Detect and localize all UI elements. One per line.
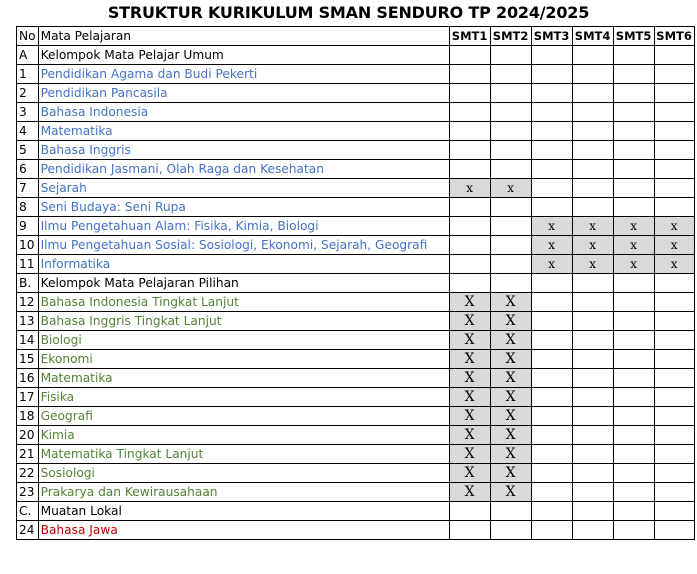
semester-mark: X [449,350,490,369]
semester-mark [531,369,572,388]
semester-mark [531,388,572,407]
semester-mark: X [490,312,531,331]
semester-mark [572,160,613,179]
row-no: C. [17,502,39,521]
row-no: 4 [17,122,39,141]
subject-name: Pendidikan Agama dan Budi Pekerti [38,65,449,84]
subject-name: Kelompok Mata Pelajaran Pilihan [38,274,449,293]
semester-mark: x [613,255,654,274]
semester-mark [654,179,694,198]
semester-mark [613,388,654,407]
semester-mark [531,426,572,445]
row-no: 15 [17,350,39,369]
header-row [17,27,695,46]
row-no: A [17,46,39,65]
row-no: 10 [17,236,39,255]
table-row [17,274,695,293]
semester-mark: x [531,255,572,274]
table-row [17,84,695,103]
semester-mark [490,217,531,236]
semester-mark [531,407,572,426]
row-no: 13 [17,312,39,331]
semester-mark [654,350,694,369]
row-no: 5 [17,141,39,160]
semester-mark [613,369,654,388]
subject-name: Ilmu Pengetahuan Sosial: Sosiologi, Ekonomi, Sejarah, Geografi [38,236,449,255]
semester-mark: X [449,312,490,331]
semester-mark [490,160,531,179]
table-row [17,426,695,445]
semester-mark [613,84,654,103]
semester-mark: X [449,369,490,388]
semester-mark [654,198,694,217]
table-row [17,502,695,521]
semester-mark [531,502,572,521]
semester-mark: x [531,236,572,255]
subject-name: Bahasa Indonesia Tingkat Lanjut [38,293,449,312]
semester-mark [613,141,654,160]
semester-mark: X [490,369,531,388]
semester-mark [572,122,613,141]
semester-mark [531,84,572,103]
page-title: STRUKTUR KURIKULUM SMAN SENDURO TP 2024/2025 [107,3,590,22]
header-smt5: SMT5 [613,27,654,46]
semester-mark [572,407,613,426]
semester-mark: x [654,217,694,236]
semester-mark [490,65,531,84]
semester-mark [654,103,694,122]
subject-name: Ekonomi [38,350,449,369]
semester-mark: X [490,350,531,369]
semester-mark [449,141,490,160]
semester-mark [531,464,572,483]
semester-mark [572,426,613,445]
semester-mark [449,236,490,255]
semester-mark [490,122,531,141]
semester-mark [613,464,654,483]
row-no: 3 [17,103,39,122]
semester-mark: X [490,388,531,407]
semester-mark [654,331,694,350]
semester-mark [449,84,490,103]
row-no: 12 [17,293,39,312]
table-row [17,236,695,255]
row-no: 7 [17,179,39,198]
table-row [17,407,695,426]
semester-mark [613,293,654,312]
semester-mark [449,160,490,179]
semester-mark: x [490,179,531,198]
table-row [17,179,695,198]
semester-mark [572,483,613,502]
subject-name: Seni Budaya: Seni Rupa [38,198,449,217]
table-row [17,521,695,540]
subject-name: Kimia [38,426,449,445]
semester-mark [572,46,613,65]
semester-mark [490,274,531,293]
semester-mark [531,483,572,502]
semester-mark [654,312,694,331]
header-smt6: SMT6 [654,27,694,46]
semester-mark: X [490,445,531,464]
subject-name: Matematika Tingkat Lanjut [38,445,449,464]
semester-mark: X [490,426,531,445]
header-smt2: SMT2 [490,27,531,46]
semester-mark [654,369,694,388]
semester-mark [572,84,613,103]
semester-mark: x [572,217,613,236]
row-no: 20 [17,426,39,445]
semester-mark [613,445,654,464]
row-no: 21 [17,445,39,464]
subject-name: Informatika [38,255,449,274]
semester-mark [572,464,613,483]
semester-mark [654,46,694,65]
semester-mark [490,502,531,521]
subject-name: Geografi [38,407,449,426]
semester-mark: X [449,407,490,426]
semester-mark [654,388,694,407]
semester-mark [613,179,654,198]
semester-mark: X [490,483,531,502]
semester-mark [449,217,490,236]
header-smt1: SMT1 [449,27,490,46]
semester-mark [613,350,654,369]
semester-mark: X [490,407,531,426]
semester-mark [490,103,531,122]
table-row [17,198,695,217]
semester-mark: X [449,483,490,502]
semester-mark [449,502,490,521]
table-row [17,388,695,407]
semester-mark: X [490,293,531,312]
subject-name: Matematika [38,122,449,141]
table-row [17,293,695,312]
row-no: 17 [17,388,39,407]
row-no: 14 [17,331,39,350]
header-smt3: SMT3 [531,27,572,46]
semester-mark [654,521,694,540]
semester-mark: x [613,236,654,255]
subject-name: Pendidikan Pancasila [38,84,449,103]
semester-mark [654,84,694,103]
semester-mark [449,274,490,293]
row-no: 22 [17,464,39,483]
header-smt4: SMT4 [572,27,613,46]
table-row [17,350,695,369]
semester-mark [449,65,490,84]
table-row [17,65,695,84]
semester-mark [613,160,654,179]
semester-mark [531,274,572,293]
semester-mark [572,502,613,521]
subject-name: Prakarya dan Kewirausahaan [38,483,449,502]
semester-mark [531,65,572,84]
semester-mark [531,445,572,464]
semester-mark [613,426,654,445]
subject-name: Bahasa Jawa [38,521,449,540]
semester-mark [613,502,654,521]
row-no: 9 [17,217,39,236]
semester-mark [490,521,531,540]
curriculum-table [16,26,695,540]
semester-mark [572,521,613,540]
semester-mark: X [449,464,490,483]
semester-mark [490,255,531,274]
table-row [17,312,695,331]
semester-mark [613,521,654,540]
semester-mark: X [449,388,490,407]
subject-name: Bahasa Indonesia [38,103,449,122]
table-row [17,483,695,502]
table-row [17,331,695,350]
semester-mark [572,141,613,160]
table-row [17,122,695,141]
semester-mark [572,293,613,312]
semester-mark [654,274,694,293]
semester-mark [613,274,654,293]
semester-mark [613,103,654,122]
semester-mark [449,255,490,274]
row-no: 2 [17,84,39,103]
semester-mark [654,426,694,445]
table-row [17,46,695,65]
table-row [17,217,695,236]
semester-mark [613,407,654,426]
row-no: 8 [17,198,39,217]
subject-name: Sosiologi [38,464,449,483]
semester-mark [654,445,694,464]
row-no: 6 [17,160,39,179]
semester-mark [613,46,654,65]
semester-mark: x [654,255,694,274]
semester-mark [531,122,572,141]
semester-mark [531,103,572,122]
semester-mark [613,198,654,217]
semester-mark [654,293,694,312]
semester-mark [490,84,531,103]
semester-mark: x [572,255,613,274]
table-row [17,369,695,388]
row-no: 18 [17,407,39,426]
semester-mark [654,502,694,521]
semester-mark: x [613,217,654,236]
semester-mark [531,179,572,198]
semester-mark [572,274,613,293]
semester-mark [654,65,694,84]
semester-mark [531,198,572,217]
table-row [17,464,695,483]
table-row [17,160,695,179]
subject-name: Bahasa Inggris Tingkat Lanjut [38,312,449,331]
semester-mark [613,122,654,141]
semester-mark [654,160,694,179]
semester-mark [613,312,654,331]
semester-mark [654,141,694,160]
subject-name: Biologi [38,331,449,350]
semester-mark [613,483,654,502]
semester-mark [449,521,490,540]
semester-mark [490,198,531,217]
semester-mark [531,521,572,540]
semester-mark [572,445,613,464]
table-row [17,103,695,122]
semester-mark: X [490,464,531,483]
semester-mark: X [490,331,531,350]
subject-name: Pendidikan Jasmani, Olah Raga dan Kesehatan [38,160,449,179]
subject-name: Kelompok Mata Pelajar Umum [38,46,449,65]
semester-mark [449,103,490,122]
subject-name: Matematika [38,369,449,388]
semester-mark [572,388,613,407]
subject-name: Fisika [38,388,449,407]
semester-mark [531,160,572,179]
semester-mark [531,141,572,160]
semester-mark [654,407,694,426]
semester-mark [572,350,613,369]
semester-mark [572,369,613,388]
semester-mark: X [449,293,490,312]
header-no: No [17,27,39,46]
semester-mark [531,350,572,369]
semester-mark [531,46,572,65]
semester-mark [449,122,490,141]
row-no: 23 [17,483,39,502]
semester-mark [449,198,490,217]
semester-mark [572,103,613,122]
semester-mark [654,464,694,483]
table-row [17,141,695,160]
subject-name: Muatan Lokal [38,502,449,521]
semester-mark [531,331,572,350]
semester-mark [572,312,613,331]
subject-name: Bahasa Inggris [38,141,449,160]
semester-mark [490,46,531,65]
row-no: B. [17,274,39,293]
semester-mark: X [449,331,490,350]
semester-mark: x [531,217,572,236]
semester-mark [613,331,654,350]
semester-mark: x [572,236,613,255]
semester-mark [654,483,694,502]
table-row [17,445,695,464]
semester-mark [531,312,572,331]
semester-mark [572,198,613,217]
semester-mark [572,331,613,350]
semester-mark: x [449,179,490,198]
header-subject: Mata Pelajaran [38,27,449,46]
semester-mark: X [449,426,490,445]
semester-mark [449,46,490,65]
semester-mark [572,65,613,84]
semester-mark [531,293,572,312]
subject-name: Ilmu Pengetahuan Alam: Fisika, Kimia, Biologi [38,217,449,236]
row-no: 24 [17,521,39,540]
table-row [17,255,695,274]
row-no: 1 [17,65,39,84]
semester-mark [490,141,531,160]
semester-mark: X [449,445,490,464]
semester-mark [654,122,694,141]
subject-name: Sejarah [38,179,449,198]
row-no: 16 [17,369,39,388]
semester-mark: x [654,236,694,255]
semester-mark [613,65,654,84]
semester-mark [572,179,613,198]
row-no: 11 [17,255,39,274]
semester-mark [490,236,531,255]
